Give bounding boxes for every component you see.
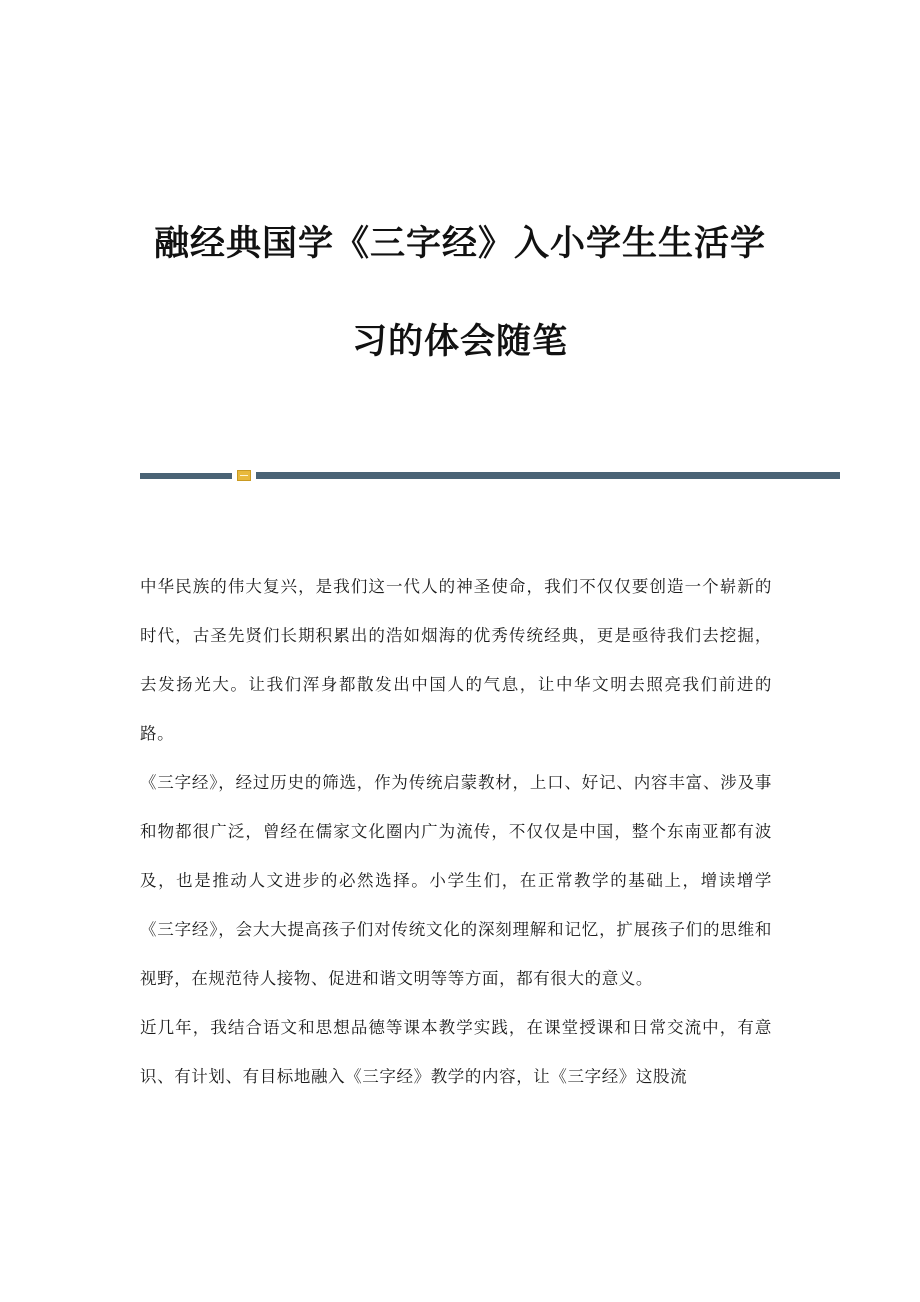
divider-emblem-icon: [237, 470, 251, 481]
paragraph-1: 中华民族的伟大复兴，是我们这一代人的神圣使命，我们不仅仅要创造一个崭新的时代，古圣先贤们长期积累出的浩如烟海的优秀传统经典，更是亟待我们去挖掘，去发扬光大。让我们浑身都散发出中国人的气息，让中华文明去照亮我们前进的路。: [140, 577, 772, 743]
divider-bar-left: [140, 473, 232, 479]
title-divider: [140, 470, 840, 482]
document-body: [140, 562, 772, 1101]
document-title-line-2: 习的体会随笔: [351, 322, 568, 362]
paragraph-3: 近几年，我结合语文和思想品德等课本教学实践，在课堂授课和日常交流中，有意识、有计划、有目标地融入《三字经》教学的内容，让《三字经》这股流: [140, 1018, 772, 1086]
document-title-line-1: 融经典国学《三字经》入小学生生活学: [153, 224, 766, 264]
paragraph-2: 《三字经》，经过历史的筛选，作为传统启蒙教材，上口、好记、内容丰富、涉及事和物都很广泛，曾经在儒家文化圈内广为流传，不仅仅是中国，整个东南亚都有波及，也是推动人文进步的必然选择。小学生们，在正常教学的基础上，增读增学《三字经》，会大大提高孩子们对传统文化的深刻理解和记忆，扩展孩子们的思维和视野，在规范待人接物、促进和谐文明等等方面，都有很大的意义。: [140, 773, 772, 988]
divider-bar-right: [256, 472, 840, 479]
